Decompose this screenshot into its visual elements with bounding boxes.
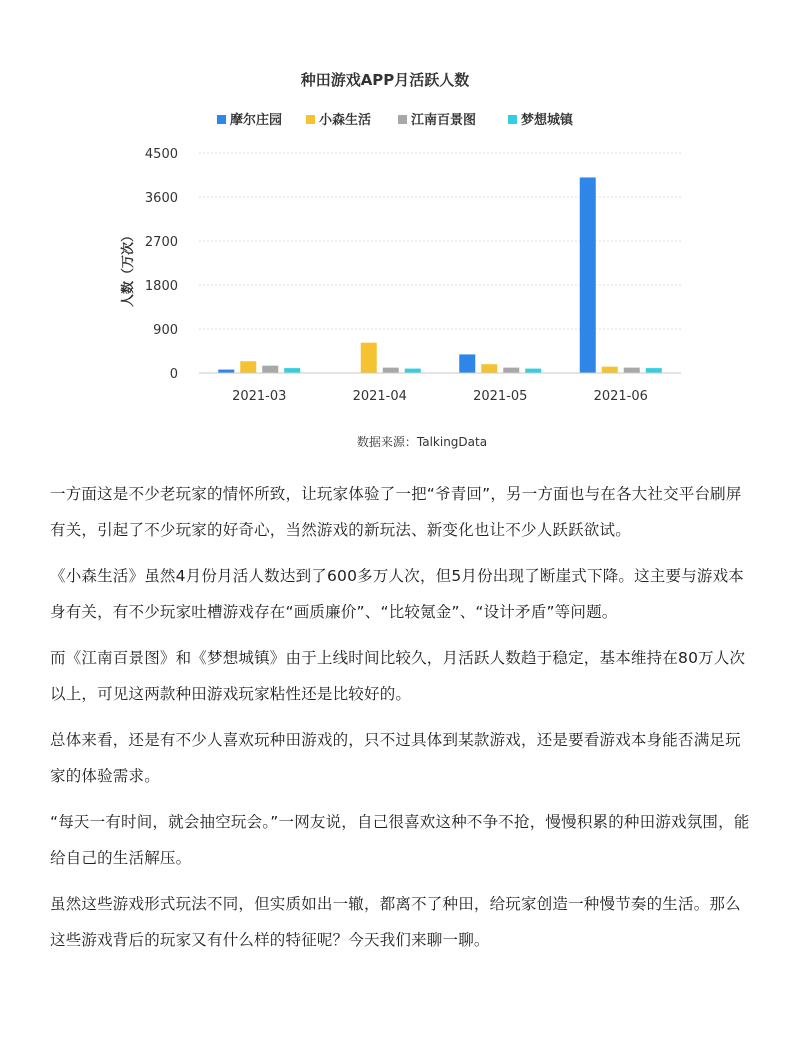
bar [602,367,618,373]
legend-label: 摩尔庄园 [230,113,283,128]
chart-bars [218,177,662,373]
paragraph: 而《江南百景图》和《梦想城镇》由于上线时间比较久，月活跃人数趋于稳定，基本维持在80万人次以上，可见这两款种田游戏玩家粘性还是比较好的。 [50,649,746,703]
legend-label: 小森生活 [319,113,372,128]
legend-label: 江南百景图 [411,113,477,128]
paragraph: 总体来看，还是有不少人喜欢玩种田游戏的，只不过具体到某款游戏，还是要看游戏本身能否满足玩家的体验需求。 [50,731,741,785]
bar [383,368,399,373]
bar [218,370,234,373]
bar [624,368,640,373]
legend-swatch [306,115,315,124]
y-tick-label: 4500 [144,147,178,162]
paragraph: 一方面这是不少老玩家的情怀所致，让玩家体验了一把“爷青回”，另一方面也与在各大社交平台刷屏有关，引起了不少玩家的好奇心，当然游戏的新玩法、新变化也让不少人跃跃欲试。 [50,485,742,539]
y-tick-label: 3600 [144,191,178,206]
legend-swatch [398,115,407,124]
chart-gridlines [199,153,681,329]
bar [240,361,256,373]
paragraph: 虽然这些游戏形式玩法不同，但实质如出一辙，都离不了种田，给玩家创造一种慢节奏的生活。那么这些游戏背后的玩家又有什么样的特征呢？今天我们来聊一聊。 [50,895,741,949]
x-axis-ticks [232,389,648,404]
y-axis-ticks [145,147,178,382]
bar [262,366,278,373]
article-body [50,476,750,958]
y-tick-label: 2700 [144,235,178,250]
paragraph: 《小森生活》虽然4月份月活人数达到了600多万人次，但5月份出现了断崖式下降。这主要与游戏本身有关，有不少玩家吐槽游戏存在“画质廉价”、“比较氪金”、“设计矛盾”等问题。 [50,567,745,621]
chart-title: 种田游戏APP月活跃人数 [300,71,470,89]
chart-legend [217,112,574,128]
x-tick-label: 2021-05 [473,389,528,404]
y-tick-label: 900 [153,323,178,338]
bar [405,369,421,373]
legend-swatch [508,115,517,124]
x-tick-label: 2021-03 [232,389,287,404]
legend-label: 梦想城镇 [521,113,574,128]
bar [646,368,662,373]
y-tick-label: 0 [169,367,178,382]
source-note: 数据来源：TalkingData [356,435,488,449]
bar [284,368,300,373]
bar [525,369,541,373]
x-tick-label: 2021-04 [352,389,407,404]
bar [503,368,519,373]
chart-figure [0,0,788,470]
bar-chart [0,0,788,470]
paragraph: “每天一有时间，就会抽空玩会。”一网友说，自己很喜欢这种不争不抢，慢慢积累的种田游戏氛围，能给自己的生活解压。 [50,813,750,867]
legend-swatch [217,115,226,124]
bar [580,177,596,373]
y-tick-label: 1800 [144,279,178,294]
y-axis-label: 人数（万次） [121,228,136,308]
x-tick-label: 2021-06 [593,389,648,404]
bar [481,364,497,373]
bar [361,343,377,373]
bar [459,354,475,373]
